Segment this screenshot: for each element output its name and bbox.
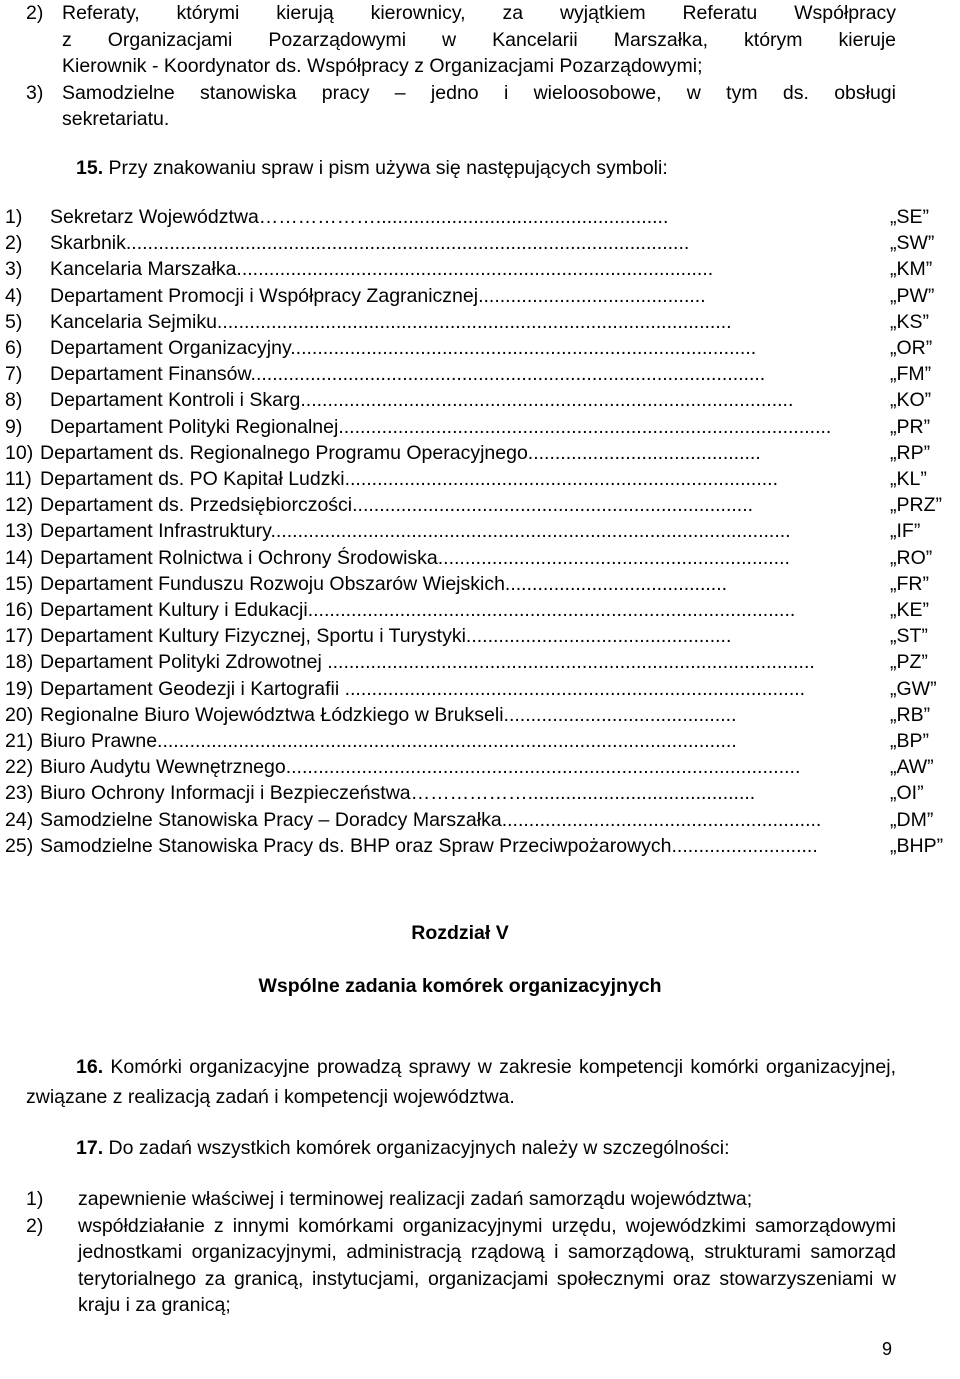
symbol-row (0, 547, 960, 573)
symbol-row (0, 809, 960, 835)
symbol-number: 16) (5, 599, 34, 621)
symbol-label: Departament Finansów............................................................................................... (50, 363, 766, 386)
symbol-code: „ST” (890, 625, 928, 648)
symbol-number: 11) (5, 468, 32, 490)
section-text: Do zadań wszystkich komórek organizacyjnych należy w szczególności: (103, 1137, 730, 1159)
symbol-label: Departament Rolnictwa i Ochrony Środowiska................................................................. (40, 546, 790, 569)
symbol-row (0, 730, 960, 756)
symbol-label: Biuro Prawne........................................................................................................... (40, 730, 737, 752)
intro-list (26, 0, 896, 133)
symbol-label: Departament Polityki Regionalnej........................................................................................... (50, 415, 832, 438)
item-line: Referaty, którymi kierują kierownicy, za wyjątkiem Referatu Współpracy (62, 2, 896, 24)
section-15 (76, 157, 668, 180)
symbol-code: „IF” (890, 520, 921, 543)
symbol-number: 8) (5, 389, 23, 412)
symbol-number: 20) (5, 703, 34, 726)
symbol-row (0, 494, 960, 520)
symbol-label: Sekretarz Województwa………………...................................................... (50, 206, 669, 228)
symbol-code: „PZ” (890, 651, 928, 674)
symbol-label: Departament Polityki Zdrowotnej .......................................................................................... (40, 651, 815, 674)
symbol-code: „KL” (890, 468, 927, 490)
symbol-number: 18) (5, 651, 34, 674)
item-text: współdziałanie z innymi komórkami organizacyjnymi urzędu, wojewódzkimi samorządowymi jednostkami organizacyjnymi, administracją rządową i samorządową, strukturami samorząd terytorialnego za granicą, instytucjami, organizacjami społecznymi oraz stowarzyszeniami w kraju i za granicą; (78, 1214, 896, 1316)
symbol-code: „KS” (890, 310, 929, 333)
symbol-label: Kancelaria Marszałka........................................................................................ (50, 258, 714, 281)
section-number: 16. (76, 1056, 104, 1078)
symbol-code: „KM” (890, 258, 933, 281)
symbol-row (0, 651, 960, 677)
symbol-number: 4) (5, 284, 23, 307)
symbol-row (0, 599, 960, 625)
item-number: 3) (26, 81, 44, 104)
symbol-code: „KE” (890, 599, 929, 621)
symbol-row (0, 625, 960, 651)
symbol-row (0, 704, 960, 730)
symbol-code: „SW” (890, 232, 935, 255)
section-17 (26, 1133, 896, 1163)
symbol-row (0, 678, 960, 704)
symbol-number: 12) (5, 494, 34, 517)
chapter-subtitle: Wspólne zadania komórek organizacyjnych (258, 975, 662, 997)
symbol-code: „FR” (890, 572, 929, 595)
symbol-label: Skarbnik........................................................................................................ (50, 232, 690, 255)
symbol-code: „GW” (890, 677, 937, 700)
symbol-label: Kancelaria Sejmiku............................................................................................... (50, 310, 732, 333)
symbol-code: „BP” (890, 730, 929, 752)
item-line: Samodzielne stanowiska pracy – jedno i wieloosobowe, w tym ds. obsługi (62, 81, 896, 104)
symbol-number: 21) (5, 730, 34, 752)
symbol-code: „DM” (890, 808, 934, 831)
symbol-label: Departament ds. PO Kapitał Ludzki................................................................................ (40, 468, 778, 490)
symbol-number: 10) (5, 441, 34, 464)
symbol-code: „OR” (890, 337, 933, 359)
symbol-label: Departament ds. Regionalnego Programu Operacyjnego........................................... (40, 441, 761, 464)
symbol-row (0, 389, 960, 415)
symbol-row (0, 416, 960, 442)
symbol-label: Departament Geodezji i Kartografii ..................................................................................... (40, 677, 806, 700)
symbol-number: 9) (5, 415, 23, 438)
symbol-row (0, 311, 960, 337)
list-item (26, 1186, 896, 1213)
symbol-number: 5) (5, 310, 23, 333)
symbol-row (0, 363, 960, 389)
symbol-number: 2) (5, 232, 23, 255)
symbol-label: Departament Kontroli i Skarg........................................................................................... (50, 389, 794, 412)
symbol-label: Biuro Ochrony Informacji i Bezpieczeństwa……………….......................................... (40, 782, 756, 805)
item-line: sekretariatu. (62, 108, 170, 130)
symbol-code: „RO” (890, 546, 933, 569)
symbol-code: „PR” (890, 415, 931, 438)
item-line: z Organizacjami Pozarządowymi w Kancelarii Marszałka, którym kieruje (62, 28, 896, 51)
symbol-code: „RB” (890, 703, 931, 726)
section-number: 17. (76, 1137, 104, 1159)
symbol-row (0, 285, 960, 311)
symbol-row (0, 442, 960, 468)
symbol-label: Samodzielne Stanowiska Pracy – Doradcy Marszałka........................................................... (40, 808, 822, 831)
symbol-number: 23) (5, 782, 34, 805)
section-text: Komórki organizacyjne prowadzą sprawy w zakresie kompetencji komórki organizacyjnej, związane z realizacją zadań i kompetencji województwa. (26, 1056, 896, 1108)
list-item (26, 0, 896, 80)
symbol-code: „RP” (890, 441, 931, 464)
section-16 (26, 1052, 896, 1112)
symbol-code: „PRZ” (890, 494, 942, 517)
item-line: Kierownik - Koordynator ds. Współpracy z Organizacjami Pozarządowymi; (62, 55, 703, 77)
chapter-title: Rozdział V (411, 922, 509, 944)
symbol-number: 6) (5, 337, 23, 359)
symbol-row (0, 835, 960, 861)
symbol-code: „FM” (890, 363, 932, 386)
symbol-label: Departament Promocji i Współpracy Zagranicznej.......................................... (50, 284, 706, 307)
symbol-label: Regionalne Biuro Województwa Łódzkiego w Brukseli........................................... (40, 703, 737, 726)
symbol-code: „PW” (890, 284, 935, 307)
symbol-label: Departament ds. Przedsiębiorczości.......................................................................... (40, 494, 754, 517)
symbol-row (0, 756, 960, 782)
symbol-number: 24) (5, 808, 34, 831)
task-list (26, 1186, 896, 1319)
symbol-label: Departament Funduszu Rozwoju Obszarów Wiejskich......................................... (40, 572, 728, 595)
symbol-row (0, 232, 960, 258)
symbol-row (0, 206, 960, 232)
symbol-label: Departament Organizacyjny...................................................................................... (50, 337, 757, 359)
symbol-number: 1) (5, 206, 23, 228)
symbol-number: 7) (5, 363, 23, 386)
symbol-code: „SE” (890, 206, 929, 228)
item-number: 2) (26, 2, 44, 24)
symbol-code: „AW” (890, 756, 934, 779)
symbol-code: „KO” (890, 389, 932, 412)
symbol-code: „BHP” (890, 834, 944, 857)
list-item (26, 1213, 896, 1319)
item-text: zapewnienie właściwej i terminowej realizacji zadań samorządu województwa; (78, 1188, 753, 1210)
symbol-label: Biuro Audytu Wewnętrznego............................................................................................... (40, 756, 801, 779)
symbol-row (0, 337, 960, 363)
section-text: Przy znakowaniu spraw i pism używa się następujących symboli: (103, 157, 668, 179)
symbol-code: „OI” (890, 782, 924, 805)
symbol-number: 25) (5, 834, 34, 857)
page-number: 9 (882, 1339, 893, 1359)
symbol-number: 17) (5, 625, 34, 648)
symbol-number: 19) (5, 677, 34, 700)
item-number: 2) (26, 1214, 44, 1237)
symbol-row (0, 520, 960, 546)
item-number: 1) (26, 1188, 44, 1210)
symbol-row (0, 573, 960, 599)
list-item (26, 80, 896, 133)
symbol-number: 15) (5, 572, 34, 595)
symbol-row (0, 258, 960, 284)
symbol-row (0, 782, 960, 808)
symbol-label: Departament Kultury i Edukacji.......................................................................................... (40, 599, 796, 621)
section-number: 15. (76, 157, 104, 179)
symbol-number: 22) (5, 756, 34, 779)
symbol-row (0, 468, 960, 494)
symbol-number: 3) (5, 258, 23, 281)
symbol-number: 14) (5, 546, 34, 569)
symbol-label: Samodzielne Stanowiska Pracy ds. BHP oraz Spraw Przeciwpożarowych........................... (40, 834, 818, 857)
symbol-label: Departament Infrastruktury................................................................................................ (40, 520, 791, 543)
symbol-label: Departament Kultury Fizycznej, Sportu i Turystyki................................................. (40, 625, 732, 648)
symbol-number: 13) (5, 520, 34, 543)
